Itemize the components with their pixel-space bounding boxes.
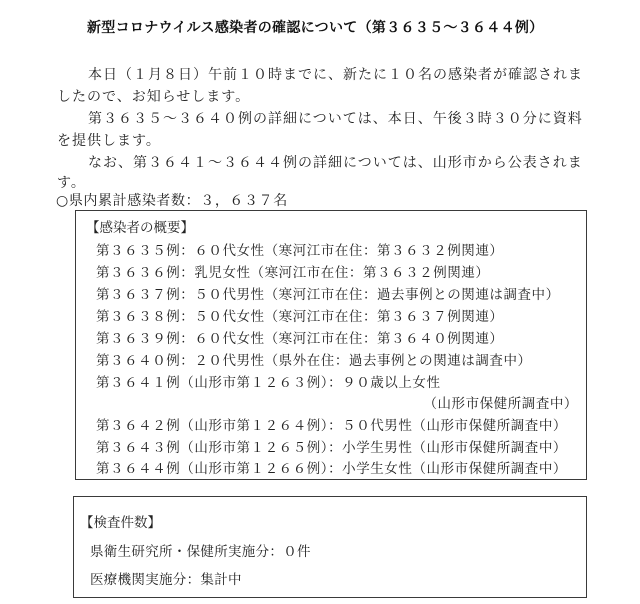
case-item-3636: 第３６３６例：乳児女性（寒河江市在住：第３６３２例関連） <box>96 265 490 281</box>
case-item-3637: 第３６３７例：５０代男性（寒河江市在住：過去事例との関連は調査中） <box>96 287 560 303</box>
case-item-3638: 第３６３８例：５０代女性（寒河江市在住：第３６３７例関連） <box>96 309 504 325</box>
paragraph-1-line-1: 本日（１月８日）午前１０時までに、新たに１０名の感染者が確認されま <box>88 67 583 83</box>
case-item-3635: 第３６３５例：６０代女性（寒河江市在住：第３６３２例関連） <box>96 243 504 259</box>
cumulative-infected-total: ○県内累計感染者数：３，６３７名 <box>56 193 288 209</box>
case-summary-box <box>75 210 587 480</box>
case-item-3642: 第３６４２例（山形市第１２６４例）：５０代男性（山形市保健所調査中） <box>96 418 567 434</box>
case-item-3640: 第３６４０例：２０代男性（県外在住：過去事例との関連は調査中） <box>96 353 532 369</box>
paragraph-3-line-2: す。 <box>57 175 86 191</box>
document-title: 新型コロナウイルス感染者の確認について（第３６３５～３６４４例） <box>87 20 544 36</box>
test-count-heading: 【検査件数】 <box>80 515 161 531</box>
paragraph-2-line-1: 第３６３５～３６４０例の詳細については、本日、午後３時３０分に資料 <box>88 111 583 127</box>
test-count-box <box>73 496 587 598</box>
case-item-3641: 第３６４１例（山形市第１２６３例）：９０歳以上女性 <box>96 375 441 391</box>
case-item-3643: 第３６４３例（山形市第１２６５例）：小学生男性（山形市保健所調査中） <box>96 440 567 456</box>
case-item-3644: 第３６４４例（山形市第１２６６例）：小学生女性（山形市保健所調査中） <box>96 461 567 477</box>
paragraph-1-line-2: したので、お知らせします。 <box>57 89 251 105</box>
test-count-medical-institutions: 医療機関実施分：集計中 <box>90 572 242 588</box>
case-summary-heading: 【感染者の概要】 <box>86 220 194 236</box>
case-item-3641-continuation: （山形市保健所調査中） <box>423 396 578 412</box>
case-item-3639: 第３６３９例：６０代女性（寒河江市在住：第３６４０例関連） <box>96 331 504 347</box>
test-count-public-labs: 県衛生研究所・保健所実施分：０件 <box>90 544 311 560</box>
paragraph-3-line-1: なお、第３６４１～３６４４例の詳細については、山形市から公表されま <box>88 155 583 171</box>
paragraph-2-line-2: を提供します。 <box>57 133 161 149</box>
